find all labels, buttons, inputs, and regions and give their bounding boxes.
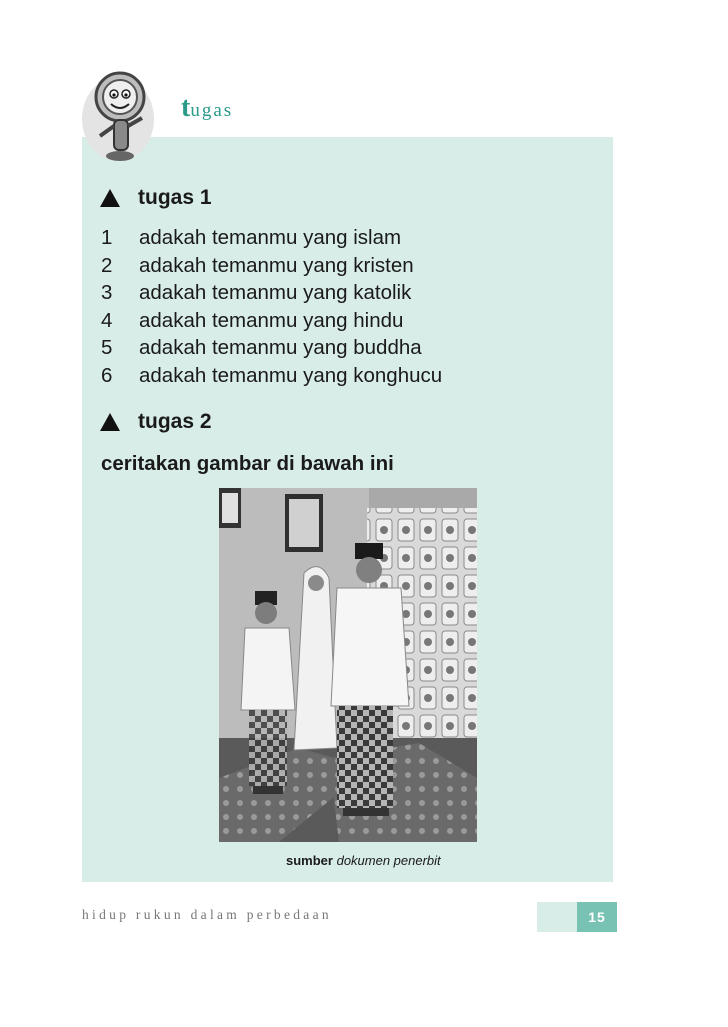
caption-source-label: sumber [286, 853, 333, 868]
list-item [101, 334, 442, 362]
item-number: 3 [101, 281, 113, 305]
photo-caption [286, 853, 441, 868]
title-initial: t [181, 92, 191, 123]
list-item [101, 307, 442, 335]
item-text: adakah temanmu yang islam [139, 226, 402, 249]
item-text: adakah temanmu yang katolik [139, 281, 412, 305]
list-item [101, 252, 442, 280]
caption-source-text: dokumen penerbit [336, 853, 441, 868]
title-rest: ugas [190, 100, 234, 121]
item-number: 6 [101, 363, 113, 387]
item-number: 4 [101, 308, 113, 332]
question-list [101, 224, 442, 390]
list-item [101, 362, 442, 390]
section-title [181, 92, 233, 124]
page-number: 15 [577, 902, 617, 932]
prayer-photo [219, 488, 477, 842]
item-text: adakah temanmu yang konghucu [139, 363, 443, 387]
triangle-bullet-icon [100, 189, 120, 207]
triangle-bullet-icon [100, 413, 120, 431]
list-item [101, 279, 442, 307]
item-text: adakah temanmu yang hindu [139, 308, 404, 332]
task1-heading [100, 186, 212, 210]
task2-instruction: ceritakan gambar di bawah ini [101, 452, 394, 475]
footer-bar [537, 902, 577, 932]
item-number: 5 [101, 336, 113, 360]
item-text: adakah temanmu yang kristen [139, 253, 414, 277]
item-text: adakah temanmu yang buddha [139, 336, 422, 360]
task2-heading [100, 410, 212, 434]
list-item [101, 224, 442, 252]
task2-label: tugas 2 [138, 410, 212, 433]
footer-book-title: hidup rukun dalam perbedaan [82, 907, 332, 922]
item-number: 2 [101, 253, 113, 277]
item-number: 1 [101, 226, 113, 249]
magnifier-mascot-icon [78, 64, 160, 164]
task1-label: tugas 1 [138, 186, 212, 209]
